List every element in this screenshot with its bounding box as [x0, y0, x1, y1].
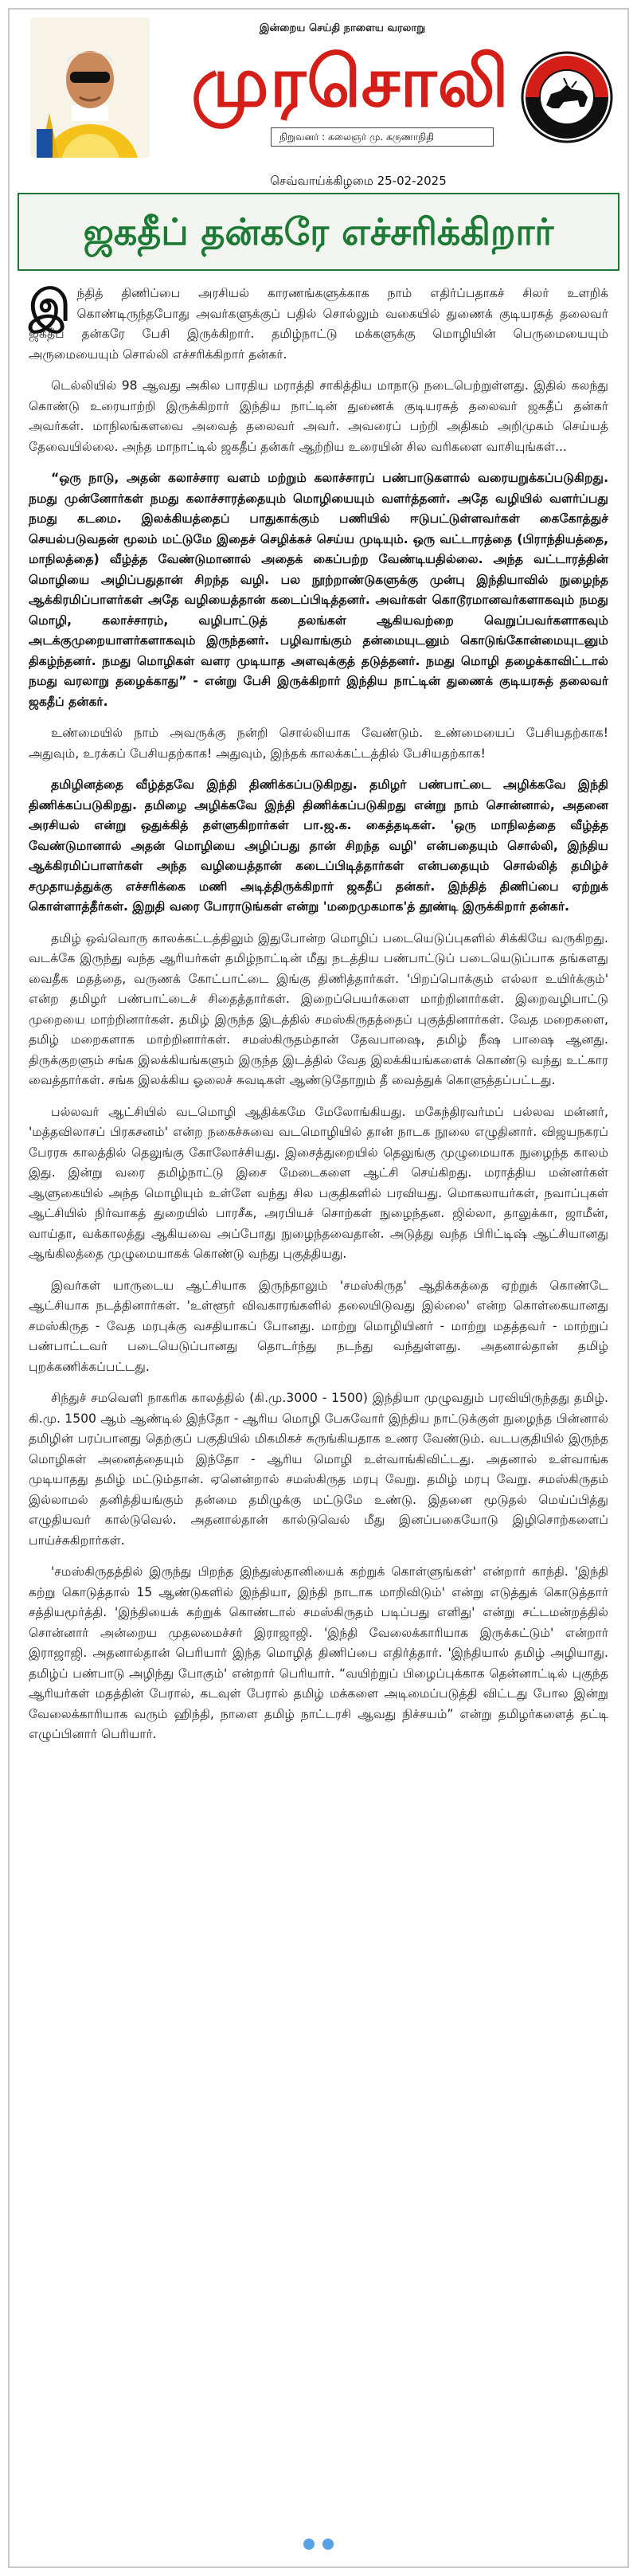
newspaper-title: முரசொலி [191, 40, 510, 123]
pagination-dot[interactable] [322, 2539, 334, 2550]
article-paragraph [29, 929, 608, 1091]
paragraph-text: ந்தித் திணிப்பை அரசியல் காரணங்களுக்காக நாம் எதிர்ப்பதாகச் சிலர் உளறிக் கொண்டிருந்தபோது அவர்களுக்குப் பதில் சொல்லும் வகையில் துணைக் குடியரசுத் தலைவர் ஜகதீப் தன்கரே பேசி இருக்கிறார். தமிழ்நாட்டு மக்களுக்கு மொழியின் பெருமையையும் அருமையையும் சொல்லி எச்சரிக்கிறார் தன்கர். [29, 286, 608, 362]
article-paragraph [29, 1562, 608, 1745]
article-paragraph [29, 1102, 608, 1265]
masthead [16, 11, 621, 167]
paragraph-text: தமிழினத்தை வீழ்த்தவே இந்தி திணிக்கப்படுகிறது. தமிழர் பண்பாட்டை அழிக்கவே இந்தி திணிக்கப்படுகிறது. தமிழை அழிக்கவே இந்தி திணிக்கப்படுகிறது என்று நாம் சொன்னால், அதனை அரசியல் என்று ஒதுக்கித் தள்ளுகிறார்கள் பா.ஜ.க. கைத்தடிகள். 'ஒரு மாநிலத்தை வீழ்த்த வேண்டுமானால் அதன் மொழியை அழிப்பது தான் சிறந்த வழி' என்பதையும் சொல்லி, இந்திய ஆக்கிரமிப்பாளர்கள் அந்த வழியைத்தான் கடைப்பிடித்தார்கள் என்பதையும் சொல்லித் தமிழ்ச் சமுதாயத்துக்கு எச்சரிக்கை மணி அடித்திருக்கிறார் ஜகதீப் தன்கர். இந்தித் திணிப்பை ஏற்றுக் கொள்ளாத்தீர்கள். இறுதி வரை போராடுங்கள் என்று 'மறைமுகமாக'த் தூண்டி இருக்கிறார் தன்கர். [29, 777, 608, 914]
drop-cap: இ [29, 280, 71, 331]
publication-date: செவ்வாய்க்கிழமை 25-02-2025 [270, 174, 447, 188]
paragraph-text: “ஒரு நாடு, அதன் கலாச்சார வளம் மற்றும் கலாச்சாரப் பண்பாடுகளால் வரையறுக்கப்படுகிறது. நமது முன்னோர்கள் நமது கலாச்சாரத்தையும் மொழியையும் வளர்த்தனர். அதே வழியில் வளர்ப்பது நமது கடமை. இலக்கியத்தைப் பாதுகாக்கும் பணியில் ஈடுபட்டுள்ளவர்கள் கைகோத்துச் செயல்படுவதன் மூலம் மட்டுமே இதைச் செழிக்கச் செய்ய முடியும். ஒரு வட்டாரத்தை (பிராந்தியத்தை, மாநிலத்தை) வீழ்த்த வேண்டுமானால் அதைக் கைப்பற்ற வேண்டியதில்லை. அந்த வட்டாரத்தின் மொழியை அழிப்பதுதான் சிறந்த வழி. பல நூற்றாண்டுகளுக்கு முன்பு இந்தியாவில் நுழைந்த ஆக்கிரமிப்பாளர்கள் அதே வழியைத்தான் கடைப்பிடித்தனர். அவர்கள் கொடூரமானவர்களாகவும் நமது மொழி, கலாச்சாரம், வழிபாட்டுத் தலங்கள் ஆகியவற்றை வெறுப்பவர்களாகவும் அடக்குமுறையாளர்களாகவும் இருந்தனர். பழிவாங்கும் தன்மையுடனும் கொடுங்கோன்மையுடனும் திகழ்ந்தனர். நமது மொழிகள் வளர முடியாத அளவுக்குத் தடுத்தனர். நமது மொழி தழைக்காவிட்டால் நமது வரலாறு தழைக்காது” - என்று பேசி இருக்கிறார் இந்திய நாட்டின் துணைக் குடியரசுத் தலைவர் ஜகதீப் தன்கர். [29, 471, 608, 709]
article-paragraph [29, 1388, 608, 1551]
paragraph-text: உண்மையில் நாம் அவருக்கு நன்றி சொல்லியாக வேண்டும். உண்மையைப் பேசியதற்காக! அதுவும், உரக்கப் பேசியதற்காக! அதுவும், இந்தக் காலக்கட்டத்தில் பேசியதற்காக! [29, 726, 608, 761]
founder-credit: நிறுவனர் : கலைஞர் மு. கருணாநிதி [271, 127, 494, 147]
article-paragraph [29, 723, 608, 764]
paragraph-text: டெல்லியில் 98 ஆவது அகில பாரதிய மராத்தி சாகித்திய மாநாடு நடைபெற்றுள்ளது. இதில் கலந்து கொண்டு உரையாற்றி இருக்கிறார் இந்திய நாட்டின் துணைக் குடியரசுத் தலைவர் ஜகதீப் தன்கர் அவர்கள். மாநிலங்களவை அவைத் தலைவர் அவர். அவரைப் பற்றி அதிகம் அறிமுகம் செய்யத் தேவையில்லை. அந்த மாநாட்டில் ஜகதீப் தன்கர் ஆற்றிய உரையின் சில வரிகளை வாசியுங்கள்... [29, 378, 608, 454]
founder-portrait [30, 18, 150, 158]
article-paragraph [29, 468, 608, 712]
headline: ஜகதீப் தன்கரே எச்சரிக்கிறார் [83, 210, 554, 253]
headline-banner [18, 193, 619, 271]
article-body [29, 280, 608, 1756]
pagination-dots[interactable] [288, 2538, 349, 2554]
paragraph-text: பல்லவர் ஆட்சியில் வடமொழி ஆதிக்கமே மேலோங்கியது. மகேந்திரவர்மப் பல்லவ மன்னர், 'மத்தவிலாசப் பிரகசனம்' என்ற நகைச்சுவை வடமொழியில் தான் நாடக நூலை எழுதினார். விஜயநகரப் பேரரசு காலத்தில் தெலுங்கு கோலோச்சியது. இசைத்துறையில் தெலுங்கு முழுமையாக நுழைந்த காலம் இது. இன்று வரை தமிழ்நாட்டு இசை மேடைகளை ஆட்சி செய்கிறது. மராத்திய மன்னர்கள் ஆளுகையில் அந்த மொழியும் உள்ளே வந்து சில பகுதிகளில் பரவியது. மொகலாயர்கள், நவாப்புகள் ஆட்சியில் நிர்வாகத் துறையில் பாரசீக, அரபியச் சொற்கள் நுழைந்தன. ஜில்லா, தாலுக்கா, ஜாமீன், வாய்தா, வக்காலத்து ஆகியவை அப்போது நுழைந்தவைதான். அடுத்து வந்த பிரிட்டிஷ் ஆட்சியானது ஆங்கிலத்தை முழுமையாகக் கொண்டு வந்து புகுத்தியது. [29, 1104, 608, 1261]
article-paragraph [29, 376, 608, 457]
article-paragraph [29, 775, 608, 918]
paragraph-text: சிந்துச் சமவெளி நாகரிக காலத்தில் (கி.மு.3000 - 1500) இந்தியா முழுவதும் பரவியிருந்தது தமிழ். கி.மு. 1500 ஆம் ஆண்டில் இந்தோ - ஆரிய மொழி பேசுவோர் இந்திய நாட்டுக்குள் நுழைந்த பின்னால் தமிழின் பரப்பானது தெற்குப் பகுதியில் மிகமிகச் சுருங்கியதாக உணர வேண்டும். வடபகுதியில் இருந்த மொழிகள் அனைத்தையும் இந்தோ - ஆரிய மொழி உள்வாங்கிவிட்டது. அதனால் உள்வாங்க முடியாதது தமிழ் மட்டும்தான். ஏனென்றால் சமஸ்கிருத மரபு வேறு. தமிழ் மரபு வேறு. சமஸ்கிருதம் இல்லாமல் தனித்தியங்கும் தன்மை தமிழுக்கு மட்டுமே உண்டு. இதனை மூடுதல் மெய்ப்பித்து எழுதியவர் கால்டுவெல். அதனால்தான் கால்டுவெல் மீது இனப்பகையோடு இழிசொற்களைப் பாய்ச்சுகிறார்கள். [29, 1391, 608, 1548]
paragraph-text: இவர்கள் யாருடைய ஆட்சியாக இருந்தாலும் 'சமஸ்கிருத' ஆதிக்கத்தை ஏற்றுக் கொண்டே ஆட்சியாக நடத்தினார்கள். 'உள்ளூர் விவகாரங்களில் தலையிடுவது இல்லை' என்ற கொள்கையானது சமஸ்கிருத - வேத மரபுக்கு வசதியாகப் போனது. மாற்று மொழியினர் - மாற்று மதத்தவர் - மாற்றுப் பண்பாட்டவர் படையெடுப்பானது தொடர்ந்து நடந்து வந்துள்ளது. அதனால்தான் தமிழ் புறக்கணிக்கப்பட்டது. [29, 1278, 608, 1374]
masthead-tagline: இன்றைய செய்தி நாளைய வரலாறு [259, 22, 426, 34]
paragraph-text: 'சமஸ்கிருதத்தில் இருந்து பிறந்த இந்துஸ்தானியைக் கற்றுக் கொள்ளுங்கள்' என்றார் காந்தி. 'இந்தி கற்று கொடுத்தால் 15 ஆண்டுகளில் இந்தியா, இந்தி நாடாக மாறிவிடும்' என்று எடுத்துக் கொடுத்தார் சத்தியமூர்த்தி. 'இந்தியைக் கற்றுக் கொண்டால் சமஸ்கிருதம் படிப்பது எளிது' என்று சட்டமன்றத்தில் சொன்னார் அன்றைய முதலமைச்சர் இராஜாஜி. 'இந்தி வேலைக்காரியாக இருக்கட்டும்' என்றார் இராஜாஜி. அதனால்தான் பெரியார் இந்த மொழித் திணிப்பை எதிர்த்தார். 'இந்தியால் தமிழ் அழியாது. தமிழ்ப் பண்பாடு அழிந்து போகும்' என்றார் பெரியார். “வயிற்றுப் பிழைப்புக்காக தென்னாட்டில் புகுந்த ஆரியர்கள் மதத்தின் பேரால், கடவுள் பேரால் தமிழ் மக்களை அடிமைப்படுத்தி விட்டது போல இன்று வேலைக்காரியாக வரும் ஹிந்தி, நாளை தமிழ் நாட்டரசி ஆவது நிச்சயம்” என்று தமிழர்களைத் தட்டி எழுப்பினார் பெரியார். [29, 1564, 608, 1741]
paragraph-text: தமிழ் ஒவ்வொரு காலக்கட்டத்திலும் இதுபோன்ற மொழிப் படையெடுப்புகளில் சிக்கியே வருகிறது. வடக்கே இருந்து வந்த ஆரியர்கள் தமிழ்நாட்டின் மீது நடத்திய பண்பாட்டுப் படையெடுப்பாக தங்களது வைதீக மதத்தை, வருணக் கோட்பாட்டை இங்கு திணித்தார்கள். 'பிறப்பொக்கும் எல்லா உயிர்க்கும்' என்ற தமிழர் பண்பாட்டைச் சிதைத்தார்கள். இறைப்பெயர்களை மாற்றினார்கள். இறைவழிபாட்டு முறையை மாற்றினார்கள். தமிழ் இருந்த இடத்தில் சமஸ்கிருதத்தைப் புகுத்தினார்கள். வேத மறைகளை, தமிழ் மறைகளாக மாற்றினார்கள். சமஸ்கிருதம்தான் தேவபாஷை, தமிழ் நீஷ பாஷை ஆனது. திருக்குறளும் சங்க இலக்கியங்களும் இருந்த இடத்தில் வேத இலக்கியங்களைக் கொண்டு வந்து உட்கார வைத்தார்கள். சங்க இலக்கிய ஓலைச் சுவடிகள் ஆண்டுதோறும் தீ வைத்துக் கொளுத்தப்பட்டது. [29, 930, 608, 1087]
article-paragraph [29, 280, 608, 365]
party-emblem-icon [519, 49, 615, 145]
article-paragraph [29, 1276, 608, 1378]
pagination-dot[interactable] [303, 2539, 315, 2550]
